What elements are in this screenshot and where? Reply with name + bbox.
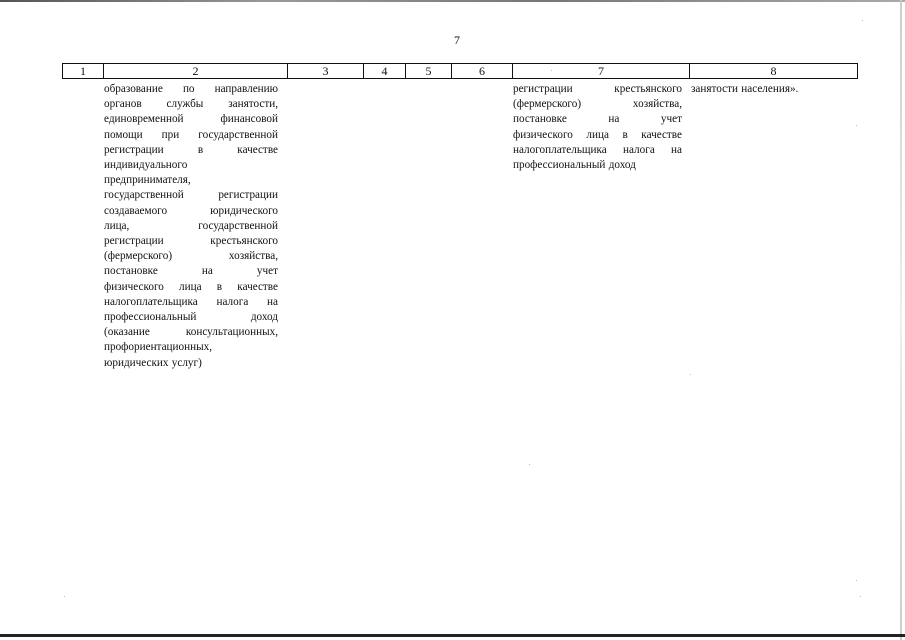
scan-speck bbox=[551, 70, 552, 71]
text-line: профессиональный доход bbox=[104, 311, 278, 324]
scan-speck bbox=[529, 464, 530, 465]
table-cell-col8 bbox=[691, 82, 855, 97]
scan-speck bbox=[64, 596, 65, 597]
text-line: налогоплательщика налога на bbox=[104, 295, 278, 308]
text-line: физического лица в качестве bbox=[104, 280, 278, 293]
text-line: лица, государственной bbox=[104, 219, 278, 232]
text-line: (фермерского) хозяйства, bbox=[513, 98, 682, 111]
scan-edge-right bbox=[900, 0, 902, 640]
scan-speck bbox=[690, 374, 691, 375]
scan-edge-top bbox=[0, 0, 905, 2]
column-header-4: 4 bbox=[381, 64, 388, 78]
text-line: физического лица в качестве bbox=[513, 128, 682, 141]
column-header-8: 8 bbox=[770, 64, 777, 78]
text-line: налогоплательщика налога на bbox=[513, 143, 682, 156]
scan-edge-bottom bbox=[0, 634, 905, 637]
column-header-7: 7 bbox=[598, 64, 604, 78]
text-line: юридических услуг) bbox=[104, 356, 202, 369]
text-line: индивидуального bbox=[104, 159, 188, 172]
text-line: единовременной финансовой bbox=[104, 113, 278, 126]
text-line: постановке на учет bbox=[104, 265, 278, 278]
text-line: органов службы занятости, bbox=[104, 98, 278, 111]
column-header-1: 1 bbox=[80, 64, 86, 78]
scan-speck bbox=[856, 125, 857, 126]
text-line: помощи при государственной bbox=[104, 128, 278, 141]
scan-speck bbox=[862, 20, 863, 21]
text-line: профессиональный доход bbox=[513, 159, 636, 172]
table-cell-col7 bbox=[513, 82, 682, 173]
text-line: образование по направлению bbox=[104, 83, 278, 95]
text-line: регистрации в качестве bbox=[104, 143, 278, 156]
column-header-6: 6 bbox=[479, 64, 485, 78]
text-line: занятости населения». bbox=[691, 83, 799, 95]
text-line: государственной регистрации bbox=[104, 189, 278, 202]
text-line: постановке на учет bbox=[513, 113, 682, 126]
scan-speck bbox=[860, 596, 861, 597]
text-line: предпринимателя, bbox=[104, 174, 191, 187]
column-header-5: 5 bbox=[425, 64, 432, 78]
text-line: (фермерского) хозяйства, bbox=[104, 250, 278, 263]
page-number: 7 bbox=[454, 33, 460, 47]
text-line: (оказание консультационных, bbox=[104, 326, 278, 339]
text-line: создаваемого юридического bbox=[104, 204, 278, 217]
table-cell-col2 bbox=[104, 82, 278, 371]
column-header-2: 2 bbox=[192, 64, 199, 78]
text-line: регистрации крестьянского bbox=[104, 235, 278, 248]
scan-speck bbox=[856, 580, 857, 581]
text-line: регистрации крестьянского bbox=[513, 83, 682, 95]
text-line: профориентационных, bbox=[104, 341, 212, 354]
column-header-3: 3 bbox=[322, 64, 329, 78]
